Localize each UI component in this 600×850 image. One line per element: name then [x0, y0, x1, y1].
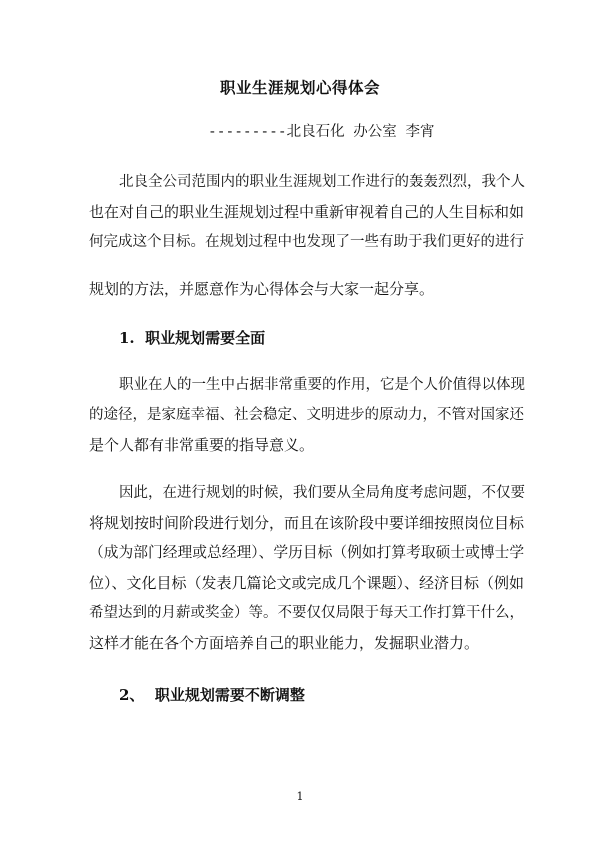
- section1-para2-line: （成为部门经理或总经理）、学历目标（例如打算考取硕士或博士学: [89, 544, 525, 561]
- document-title: 职业生涯规划心得体会: [219, 78, 380, 97]
- intro-line: 规划的方法，并愿意作为心得体会与大家一起分享。: [89, 280, 435, 298]
- section1-para1-line: 是个人都有非常重要的指导意义。: [89, 436, 315, 454]
- section1-para1-line: 的途径，是家庭幸福、社会稳定、文明进步的原动力，不管对国家还: [89, 407, 524, 423]
- section1-para2-line: 将规划按时间阶段进行划分，而且在该阶段中要详细按照岗位目标: [89, 514, 525, 532]
- section1-para2-line: 位）、文化目标（发表几篇论文或完成几个课题）、经济目标（例如: [89, 574, 525, 592]
- intro-line: 北良全公司范围内的职业生涯规划工作进行的轰轰烈烈，我个人: [119, 174, 525, 190]
- section-heading-1: 1. 职业规划需要全面: [119, 329, 266, 347]
- intro-line: 也在对自己的职业生涯规划过程中重新审视着自己的人生目标和如: [89, 203, 525, 221]
- section-heading-2: 2、 职业规划需要不断调整: [119, 686, 305, 704]
- author-byline: ---------北良石化 办公室 李宵: [208, 124, 435, 140]
- section1-para2-line: 这样才能在各个方面培养自己的职业能力，发掘职业潜力。: [89, 634, 480, 652]
- section1-para1-line: 职业在人的一生中占据非常重要的作用，它是个人价值得以体现: [119, 377, 525, 393]
- intro-line: 何完成这个目标。在规划过程中也发现了一些有助于我们更好的进行: [89, 234, 524, 250]
- section1-para2-line: 因此，在进行规划的时候，我们要从全局角度考虑问题，不仅要: [119, 485, 525, 501]
- page-number: 1: [296, 790, 304, 803]
- section1-para2-line: 希望达到的月薪或奖金）等。不要仅仅局限于每天工作打算干什么，: [89, 605, 524, 621]
